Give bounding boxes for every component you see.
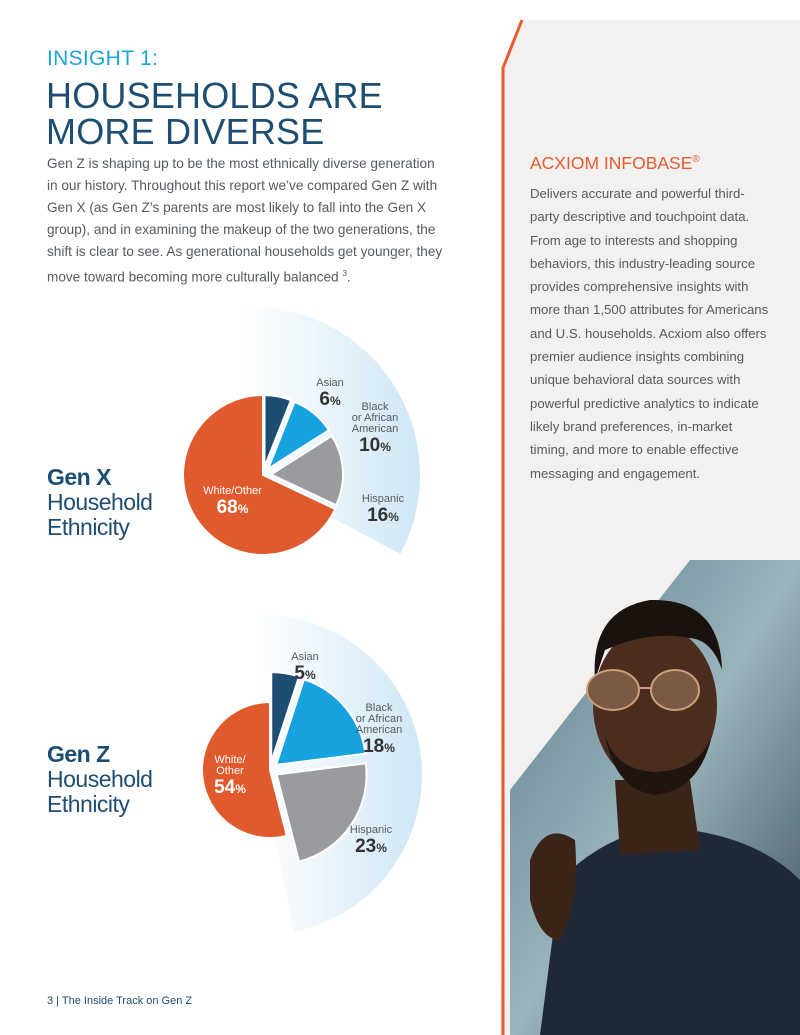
genx-black-label <box>350 402 400 458</box>
genx-asian-pct: 6% <box>319 389 341 410</box>
genz-asian-name: Asian <box>291 651 319 663</box>
genz-white-name-2: Other <box>216 765 244 777</box>
genz-title-line2: Household <box>47 766 153 792</box>
headline-line-2: MORE DIVERSE <box>46 111 325 152</box>
genx-title-line3: Ethnicity <box>47 514 130 540</box>
genx-black-name-2: or African <box>351 412 399 424</box>
genx-white-pct: 68% <box>216 497 249 518</box>
genz-black-label <box>354 703 404 759</box>
genx-hispanic-label <box>358 494 408 528</box>
genx-black-name-1: Black <box>361 401 389 413</box>
genz-chart-title <box>47 742 152 817</box>
sidebar-title-text: ACXIOM INFOBASE <box>530 153 693 173</box>
headline-line-1: HOUSEHOLDS ARE <box>46 75 383 116</box>
genz-asian-pct: 5% <box>294 663 316 684</box>
genz-black-name-3: American <box>355 724 403 736</box>
genz-title-bold: Gen Z <box>47 741 110 767</box>
registered-mark: ® <box>692 154 700 166</box>
genz-asian-label <box>285 652 325 686</box>
genx-title-line2: Household <box>47 489 153 515</box>
genz-black-name-1: Black <box>365 702 393 714</box>
genx-asian-label <box>310 378 350 412</box>
genx-white-name: White/Other <box>203 485 262 497</box>
genz-title-line3: Ethnicity <box>47 791 130 817</box>
genz-black-name-2: or African <box>355 713 403 725</box>
genz-white-name-1: White/ <box>214 754 246 766</box>
genx-black-name-3: American <box>351 423 399 435</box>
genx-hispanic-name: Hispanic <box>361 493 405 505</box>
genx-title-bold: Gen X <box>47 464 111 490</box>
page-footer: 3 | The Inside Track on Gen Z <box>47 995 193 1007</box>
genz-hispanic-label <box>346 825 396 859</box>
insight-kicker: INSIGHT 1: <box>47 47 159 70</box>
footnote-marker: 3 <box>342 269 347 278</box>
intro-end: . <box>346 269 351 285</box>
genx-white-label <box>195 486 270 520</box>
genz-black-pct: 18% <box>363 736 395 757</box>
genx-hispanic-pct: 16% <box>367 505 399 526</box>
genx-asian-name: Asian <box>316 377 344 389</box>
genz-hispanic-pct: 23% <box>355 836 387 857</box>
genx-black-pct: 10% <box>359 435 391 456</box>
genz-hispanic-name: Hispanic <box>349 824 393 836</box>
genz-white-label <box>207 755 253 800</box>
genz-white-pct: 54% <box>214 777 246 798</box>
sidebar-body: Delivers accurate and powerful third-party descriptive and touchpoint data. From age to interests and shopping behaviors, this industry-leading source provides comprehensive insights with more than 1,500 attributes for Americans and U.S. households. Acxiom also offers premier audience insights combining unique behavioral data sources with powerful predictive analytics to indicate likely brand preferences, in-market timing, and more to enable effective messaging and engagement. <box>530 186 769 481</box>
genx-chart-title <box>47 465 152 540</box>
intro-text: Gen Z is shaping up to be the most ethnically diverse generation in our history. Throughout this report we’ve compared Gen Z with Gen X (as Gen Z’s parents are most likely to fall into the Gen X group), and in examining the makeup of the two generations, the shift is clear to see. As generational households get younger, they move toward becoming more culturally balanced <box>47 156 443 285</box>
